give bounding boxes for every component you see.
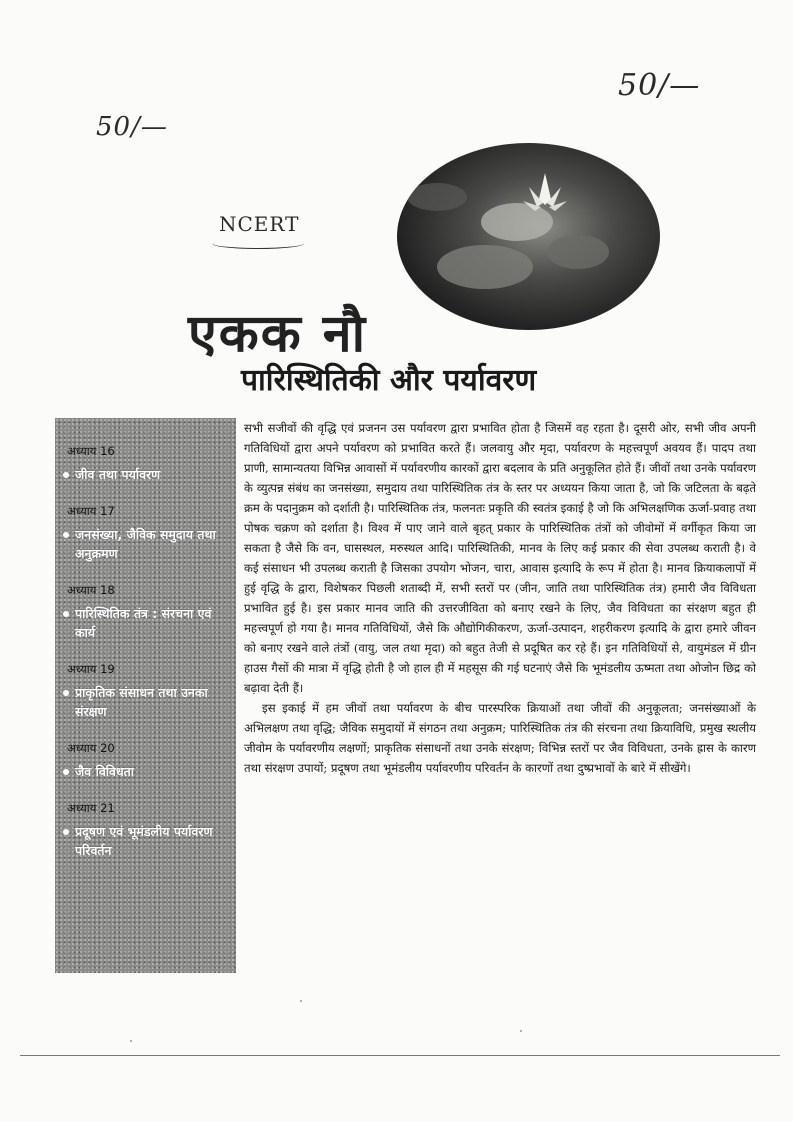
chapter-title-text: जनसंख्या, जैविक समुदाय तथा अनुक्रमण (75, 527, 216, 561)
lily-pad (437, 245, 533, 289)
footer-divider (20, 1055, 780, 1056)
chapter-title-text: प्राकृतिक संसाधन तथा उनका संरक्षण (75, 685, 208, 719)
chapter-label: अध्याय 17 (67, 504, 115, 518)
lotus-pond-photo (397, 143, 660, 330)
lily-pad (547, 235, 609, 269)
chapter-title (63, 465, 230, 484)
bullet-icon (63, 532, 69, 538)
chapter-title (63, 525, 230, 563)
chapter-entry (63, 444, 230, 484)
chapter-entry (63, 741, 230, 781)
chapter-title-text: प्रदूषण एवं भूमंडलीय पर्यावरण परिवर्तन (75, 824, 213, 858)
bullet-icon (63, 690, 69, 696)
body-paragraph: इस इकाई में हम जीवों तथा पर्यावरण के बीच पारस्परिक क्रियाओं तथा जीवों की अनुकूलता; जनसंख्याओं के अभिलक्षण तथा वृद्धि; जैविक समुदायों में संगठन तथा अनुक्रम; पारिस्थितिक तंत्र की संरचना तथा क्रियाविधि, प्रमुख स्थलीय जीवोम के पर्यावरणीय लक्षणों; प्राकृतिक संसाधनों तथा उनके संरक्षण; विभिन्न स्तरों पर जैव विविधता, उनके ह्रास के कारण तथा संरक्षण उपायों; प्रदूषण तथा भूमंडलीय पर्यावरणीय परिवर्तन के कारणों तथा दुष्प्रभावों के बारे में सीखेंगे। (244, 701, 756, 775)
chapter-label: अध्याय 18 (67, 583, 115, 597)
bullet-icon (63, 611, 69, 617)
chapter-label: अध्याय 19 (67, 662, 115, 676)
unit-title-heading: पारिस्थितिकी और पर्यावरण (241, 363, 537, 398)
chapter-sidebar (55, 418, 236, 973)
body-text (244, 418, 756, 778)
unit-number-heading: एकक नौ (188, 304, 368, 364)
body-paragraph: सभी सजीवों की वृद्धि एवं प्रजनन उस पर्यावरण द्वारा प्रभावित होता है जिसमें वह रहता है। दूसरी ओर, सभी जीव अपनी गतिविधियों द्वारा अपने पर्यावरण को प्रभावित करते हैं। जलवायु और मृदा, पर्यावरण के महत्त्वपूर्ण अवयव हैं। पादप तथा प्राणी, सामान्यतया विभिन्न आवासों में पर्यावरणीय कारकों द्वारा बदलाव के प्रति अनुकूलित होते हैं। जीवों तथा उनके पर्यावरण के व्युत्पन्न संबंध का जनसंख्या, समुदाय तथा पारिस्थितिक तंत्र के स्तर पर अध्ययन किया जाता है, जो कि जटिलता के बढ़ते क्रम के पदानुक्रम को दर्शाती है। पारिस्थितिक तंत्र, फलनतः प्रकृति की स्वतंत्र इकाई है जो कि अभिलक्षणिक ऊर्जा-प्रवाह तथा पोषक चक्रण को दर्शाता है। विश्व में पाए जाने वाले बृहत् प्रकार के पारिस्थितिक तंत्रों को जीवोमों में वर्गीकृत किया जा सकता है जैसे कि वन, घासस्थल, मरुस्थल आदि। पारिस्थितिकी, मानव के लिए कई प्रकार की सेवा उपलब्ध कराती है। वे कई संसाधन भी उपलब्ध कराती है जिसका उपयोग भोजन, चारा, आवास इत्यादि के रूप में होता है। मानव क्रियाकलापों में हुई वृद्धि के द्वारा, विशेषकर पिछली शताब्दी में, सभी स्तरों पर (जीन, जाति तथा पारिस्थितिक तंत्र) हमारी जैव विविधता प्रभावित हुई है। इस प्रकार मानव जाति की उत्तरजीविता को बनाए रखने के लिए, जैव विविधता का संरक्षण बहुत ही महत्त्वपूर्ण हो गया है। मानव गतिविधियों, जैसे कि औद्योगिकीकरण, ऊर्जा-उत्पादन, शहरीकरण इत्यादि के द्वारा हमारे जीवन को बनाए रखने वाले तंत्रों (वायु, जल तथा मृदा) को बहुत तेजी से प्रदूषित कर रहे हैं। इन गतिविधियों से, वायुमंडल में ग्रीन हाउस गैसों की मात्रा में वृद्धि होती है जो हाल ही में महसूस की गई घटनाएं जैसे कि भूमंडलीय ऊष्मता तथा ओजोन छिद्र को बढ़ावा देती हैं। (244, 421, 757, 695)
scan-speck (520, 1030, 522, 1032)
chapter-entry (63, 801, 230, 860)
lotus-flower-icon (515, 165, 575, 225)
bullet-icon (63, 769, 69, 775)
chapter-title-text: जीव तथा पर्यावरण (75, 467, 161, 482)
handwritten-underline (212, 238, 304, 249)
chapter-entry (63, 504, 230, 563)
chapter-title (63, 683, 230, 721)
chapter-label: अध्याय 16 (67, 444, 115, 458)
chapter-title (63, 604, 230, 642)
chapter-title (63, 822, 230, 860)
handwritten-price-top-right: 50/— (618, 68, 701, 103)
bullet-icon (63, 829, 69, 835)
bullet-icon (63, 472, 69, 478)
lily-pad (407, 183, 467, 211)
handwritten-ncert-note: NCERT (219, 212, 300, 236)
chapter-title-text: जैव विविधता (75, 764, 135, 779)
chapter-entry (63, 583, 230, 642)
scan-speck (300, 1000, 302, 1002)
handwritten-price-top-left: 50/— (96, 112, 168, 142)
chapter-label: अध्याय 21 (67, 801, 115, 815)
chapter-entry (63, 662, 230, 721)
chapter-label: अध्याय 20 (67, 741, 115, 755)
chapter-title-text: पारिस्थितिक तंत्र : संरचना एवं कार्य (75, 606, 212, 640)
chapter-title (63, 762, 230, 781)
scan-speck (130, 1040, 132, 1042)
